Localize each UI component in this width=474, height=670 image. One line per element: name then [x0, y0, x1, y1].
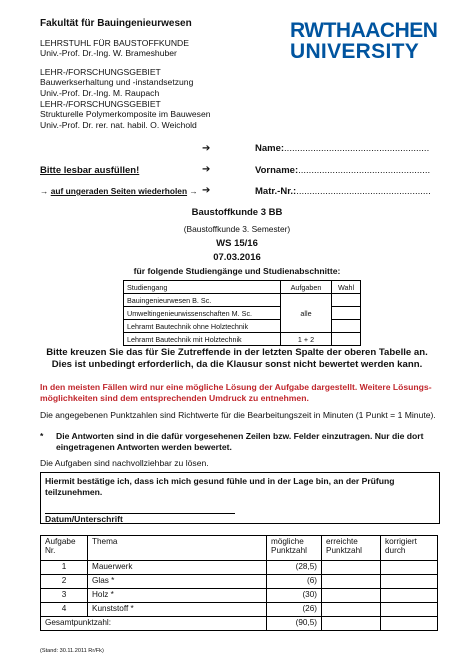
answers-note-line: Die Antworten sind in die dafür vorgesehenen Zeilen bzw. Felder einzutragen. Nur die dort	[56, 431, 424, 441]
area-block-1	[40, 67, 193, 98]
total-achieved-cell[interactable]	[322, 617, 381, 631]
task-max-points: (6)	[267, 575, 322, 589]
answers-note-line: eingetragenen Antworten werden bewertet.	[56, 442, 232, 452]
chair-line: LEHRSTUHL FÜR BAUSTOFFKUNDE	[40, 38, 189, 48]
table-row	[41, 561, 438, 575]
programs-table	[123, 280, 361, 346]
star-marker: *	[40, 431, 44, 441]
task-topic: Kunststoff *	[88, 603, 267, 617]
firstname-label: Vorname:..................................................	[255, 165, 431, 176]
program-cell: Lehramt Bautechnik ohne Holztechnik	[124, 320, 281, 333]
footer-stand: (Stand: 30.11.2011 Rr/Fk)	[40, 648, 104, 654]
area-professor: Univ.-Prof. Dr. rer. nat. habil. O. Weichold	[40, 119, 197, 130]
header-cell: korrigiert durch	[381, 536, 438, 561]
faculty-title: Fakultät für Bauingenieurwesen	[40, 18, 192, 29]
achieved-points-cell[interactable]	[322, 561, 381, 575]
choice-checkbox[interactable]	[332, 320, 361, 333]
table-header-row	[124, 281, 361, 294]
table-header-row	[41, 536, 438, 561]
program-cell: Bauingenieurwesen B. Sc.	[124, 294, 281, 307]
choice-checkbox[interactable]	[332, 294, 361, 307]
header-cell: erreichte Punktzahl	[322, 536, 381, 561]
solution-note-line: möglichkeiten sind dem entsprechenden Umdruck zu entnehmen.	[40, 393, 309, 403]
total-label: Gesamtpunktzahl:	[41, 617, 267, 631]
firstname-field[interactable]: ..................................................	[298, 165, 431, 176]
name-field[interactable]: .......................................................	[284, 143, 430, 154]
answers-note	[56, 431, 448, 453]
solution-note	[40, 382, 450, 404]
corrector-cell[interactable]	[381, 561, 438, 575]
chair-professor: Univ.-Prof. Dr.-Ing. W. Brameshuber	[40, 48, 177, 59]
exam-title: Baustoffkunde 3 BB	[191, 207, 283, 218]
name-label: Name:.......................................................	[255, 143, 430, 154]
table-total-row	[41, 617, 438, 631]
table-row	[124, 294, 361, 307]
table-row	[41, 603, 438, 617]
task-number: 3	[41, 589, 88, 603]
achieved-points-cell[interactable]	[322, 589, 381, 603]
chair-block-1	[40, 38, 189, 59]
notice-line: Dies ist unbedingt erforderlich, da die Klausur sonst nicht bewertet werden kann.	[51, 359, 423, 370]
exam-subtitle: (Baustoffkunde 3. Semester)	[183, 224, 291, 234]
tasks-cell: 1 + 2	[281, 333, 332, 346]
achieved-points-cell[interactable]	[322, 603, 381, 617]
corrector-cell[interactable]	[381, 603, 438, 617]
header-cell: Aufgaben	[281, 281, 332, 294]
task-number: 2	[41, 575, 88, 589]
header-cell: Studiengang	[124, 281, 281, 294]
program-cell: Lehramt Bautechnik mit Holztechnik	[124, 333, 281, 346]
task-max-points: (28,5)	[267, 561, 322, 575]
area-professor: Univ.-Prof. Dr.-Ing. M. Raupach	[40, 87, 160, 98]
notice-line: Bitte kreuzen Sie das für Sie Zutreffende in der letzten Spalte der oberen Tabelle an.	[46, 347, 428, 358]
exam-date: 07.03.2016	[213, 252, 261, 263]
task-max-points: (26)	[267, 603, 322, 617]
programs-heading: für folgende Studiengänge und Studienabschnitte:	[133, 266, 341, 276]
solution-note-line: In den meisten Fällen wird nur eine mögliche Lösung der Aufgabe dargestellt. Weitere Lösungs-	[40, 382, 432, 392]
achieved-points-cell[interactable]	[322, 575, 381, 589]
area-block-2	[40, 99, 211, 130]
repeat-note	[40, 186, 198, 196]
traceable-note: Die Aufgaben sind nachvollziehbar zu lösen.	[40, 458, 209, 468]
header-cell: Thema	[88, 536, 267, 561]
logo-line-2: UNIVERSITY	[290, 40, 420, 63]
declaration-line: Hiermit bestätige ich, dass ich mich gesund fühle und in der Lage bin, an der Prüfung	[45, 476, 395, 486]
declaration-line: teilzunehmen.	[45, 487, 103, 497]
program-cell: Umweltingenieurwissenschaften M. Sc.	[124, 307, 281, 320]
points-note: Die angegebenen Punktzahlen sind Richtwerte für die Bearbeitungszeit in Minuten (1 Punkt = 1 Minute).	[40, 410, 436, 420]
area-name: Strukturelle Polymerkomposite im Bauwesen	[40, 109, 211, 120]
choice-checkbox[interactable]	[332, 307, 361, 320]
task-topic: Mauerwerk	[88, 561, 267, 575]
exam-semester: WS 15/16	[216, 238, 258, 249]
logo-line-1: RWTHAACHEN	[290, 19, 438, 42]
corrector-cell[interactable]	[381, 589, 438, 603]
task-topic: Glas *	[88, 575, 267, 589]
repeat-text: auf ungeraden Seiten wiederholen	[50, 186, 188, 196]
table-row	[41, 589, 438, 603]
arrow-icon: ➔	[202, 143, 211, 154]
signature-label: Datum/Unterschrift	[45, 514, 123, 524]
arrow-right-icon: →	[189, 186, 198, 196]
readable-note: Bitte lesbar ausfüllen!	[40, 165, 140, 176]
arrow-icon: ➔	[202, 185, 211, 196]
area-name: Bauwerkserhaltung und -instandsetzung	[40, 77, 194, 88]
area-title: LEHR-/FORSCHUNGSGEBIET	[40, 67, 161, 77]
arrow-right-icon: →	[40, 186, 49, 196]
declaration-text	[41, 473, 439, 498]
header-cell: Aufgabe Nr.	[41, 536, 88, 561]
task-number: 4	[41, 603, 88, 617]
matr-label: Matr.-Nr.:...................................................	[255, 186, 431, 197]
choice-checkbox[interactable]	[332, 333, 361, 346]
table-row	[41, 575, 438, 589]
header-cell: mögliche Punktzahl	[267, 536, 322, 561]
tasks-table	[40, 535, 438, 631]
area-title: LEHR-/FORSCHUNGSGEBIET	[40, 99, 161, 109]
task-number: 1	[41, 561, 88, 575]
arrow-icon: ➔	[202, 164, 211, 175]
declaration-box	[40, 472, 440, 524]
table-row	[124, 333, 361, 346]
total-max-points: (90,5)	[267, 617, 322, 631]
task-max-points: (30)	[267, 589, 322, 603]
header-cell: Wahl	[332, 281, 361, 294]
tasks-cell: alle	[281, 294, 332, 333]
matr-field[interactable]: ...................................................	[296, 186, 431, 197]
selection-notice	[20, 347, 454, 371]
total-corrector-cell[interactable]	[381, 617, 438, 631]
task-topic: Holz *	[88, 589, 267, 603]
rwth-logo	[290, 20, 440, 66]
corrector-cell[interactable]	[381, 575, 438, 589]
